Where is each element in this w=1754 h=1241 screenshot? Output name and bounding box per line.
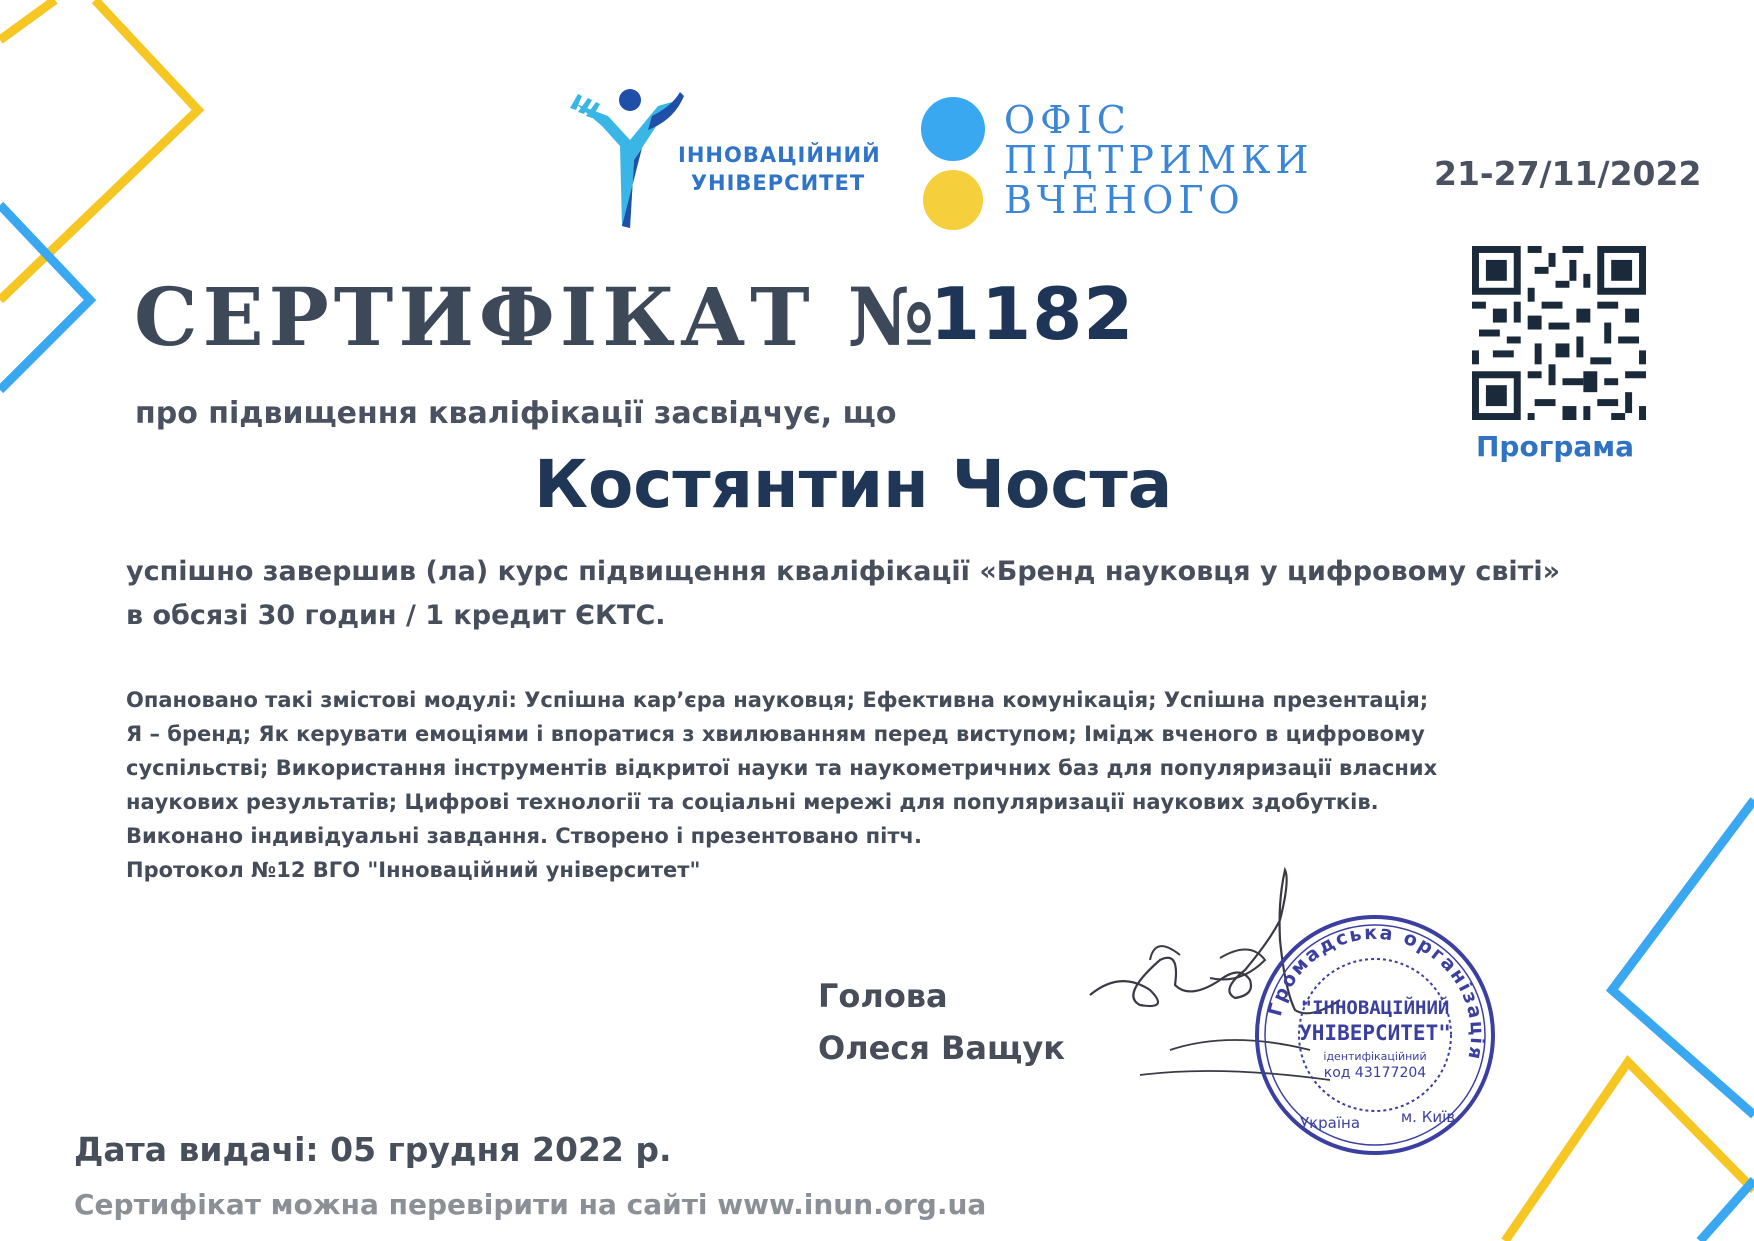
- certificate-number: 1182: [930, 272, 1135, 356]
- course-description: [126, 550, 1686, 638]
- signatory-role: Голова: [818, 977, 948, 1015]
- stamp-center-line2: УНІВЕРСИТЕТ": [1299, 1021, 1451, 1045]
- office-logo-line1: ОФІС: [1004, 98, 1131, 142]
- modules-line-4: наукових результатів; Цифрові технології та соціальні мережі для популяризації наукових здобутків.: [126, 790, 1379, 814]
- course-line-2: в обсязі 30 годин / 1 кредит ЄКТС.: [126, 600, 666, 631]
- blue-yellow-dots-logo-icon: [920, 96, 986, 236]
- office-logo-line3: ВЧЕНОГО: [1004, 178, 1245, 222]
- office-logo-line2: ПІДТРИМКИ: [1004, 138, 1314, 182]
- modules-line-1: Опановано такі змістові модулі: Успішна кар’єра науковця; Ефективна комунікація; Успішна презентація;: [126, 688, 1429, 712]
- stamp-bottom-left: Україна: [1299, 1114, 1361, 1132]
- qr-code-icon[interactable]: [1472, 246, 1646, 420]
- modules-line-2: Я – бренд; Як керувати емоціями і впоратися з хвилюванням перед виступом; Імідж вченого в цифровому: [126, 722, 1425, 746]
- signatory-name: Олеся Ващук: [818, 1029, 1065, 1067]
- university-logo-line1: ІННОВАЦІЙНИЙ: [678, 143, 881, 167]
- certificate-subtitle: про підвищення кваліфікації засвідчує, що: [135, 396, 897, 431]
- modules-line-5: Виконано індивідуальні завдання. Створено і презентовано пітч.: [126, 824, 922, 848]
- verify-text[interactable]: Сертифікат можна перевірити на сайті www.inun.org.ua: [74, 1188, 987, 1221]
- office-logo: [920, 96, 1314, 240]
- stamp-ring-text: Громадська організація: [1264, 921, 1489, 1063]
- certificate-title: СЕРТИФІКАТ №: [134, 270, 940, 364]
- university-logo-line2: УНІВЕРСИТЕТ: [690, 171, 866, 195]
- signatory-block: [818, 970, 1065, 1074]
- certificate-heading: [134, 270, 940, 364]
- university-logo: [568, 86, 881, 240]
- official-stamp: [1250, 910, 1500, 1160]
- qr-program-label[interactable]: Програма: [1476, 430, 1635, 463]
- modules-text: [126, 683, 1626, 887]
- university-figure-logo-icon: [568, 86, 688, 236]
- modules-line-3: суспільстві; Використання інструментів відкритої науки та наукометричних баз для популяризації власних: [126, 756, 1438, 780]
- recipient-name: Костянтин Чоста: [534, 446, 1173, 523]
- event-dates: 21-27/11/2022: [1434, 154, 1702, 193]
- course-line-1: успішно завершив (ла) курс підвищення кваліфікації «Бренд науковця у цифровому світі»: [126, 556, 1561, 587]
- modules-line-6: Протокол №12 ВГО "Інноваційний університет": [126, 858, 701, 882]
- issue-date: Дата видачі: 05 грудня 2022 р.: [74, 1130, 672, 1169]
- stamp-bottom-right: м. Київ: [1400, 1108, 1456, 1126]
- stamp-id-label: ідентифікаційний: [1323, 1050, 1427, 1063]
- stamp-center-line1: "ІННОВАЦІЙНИЙ: [1300, 997, 1450, 1019]
- stamp-id-code: код 43177204: [1323, 1065, 1427, 1081]
